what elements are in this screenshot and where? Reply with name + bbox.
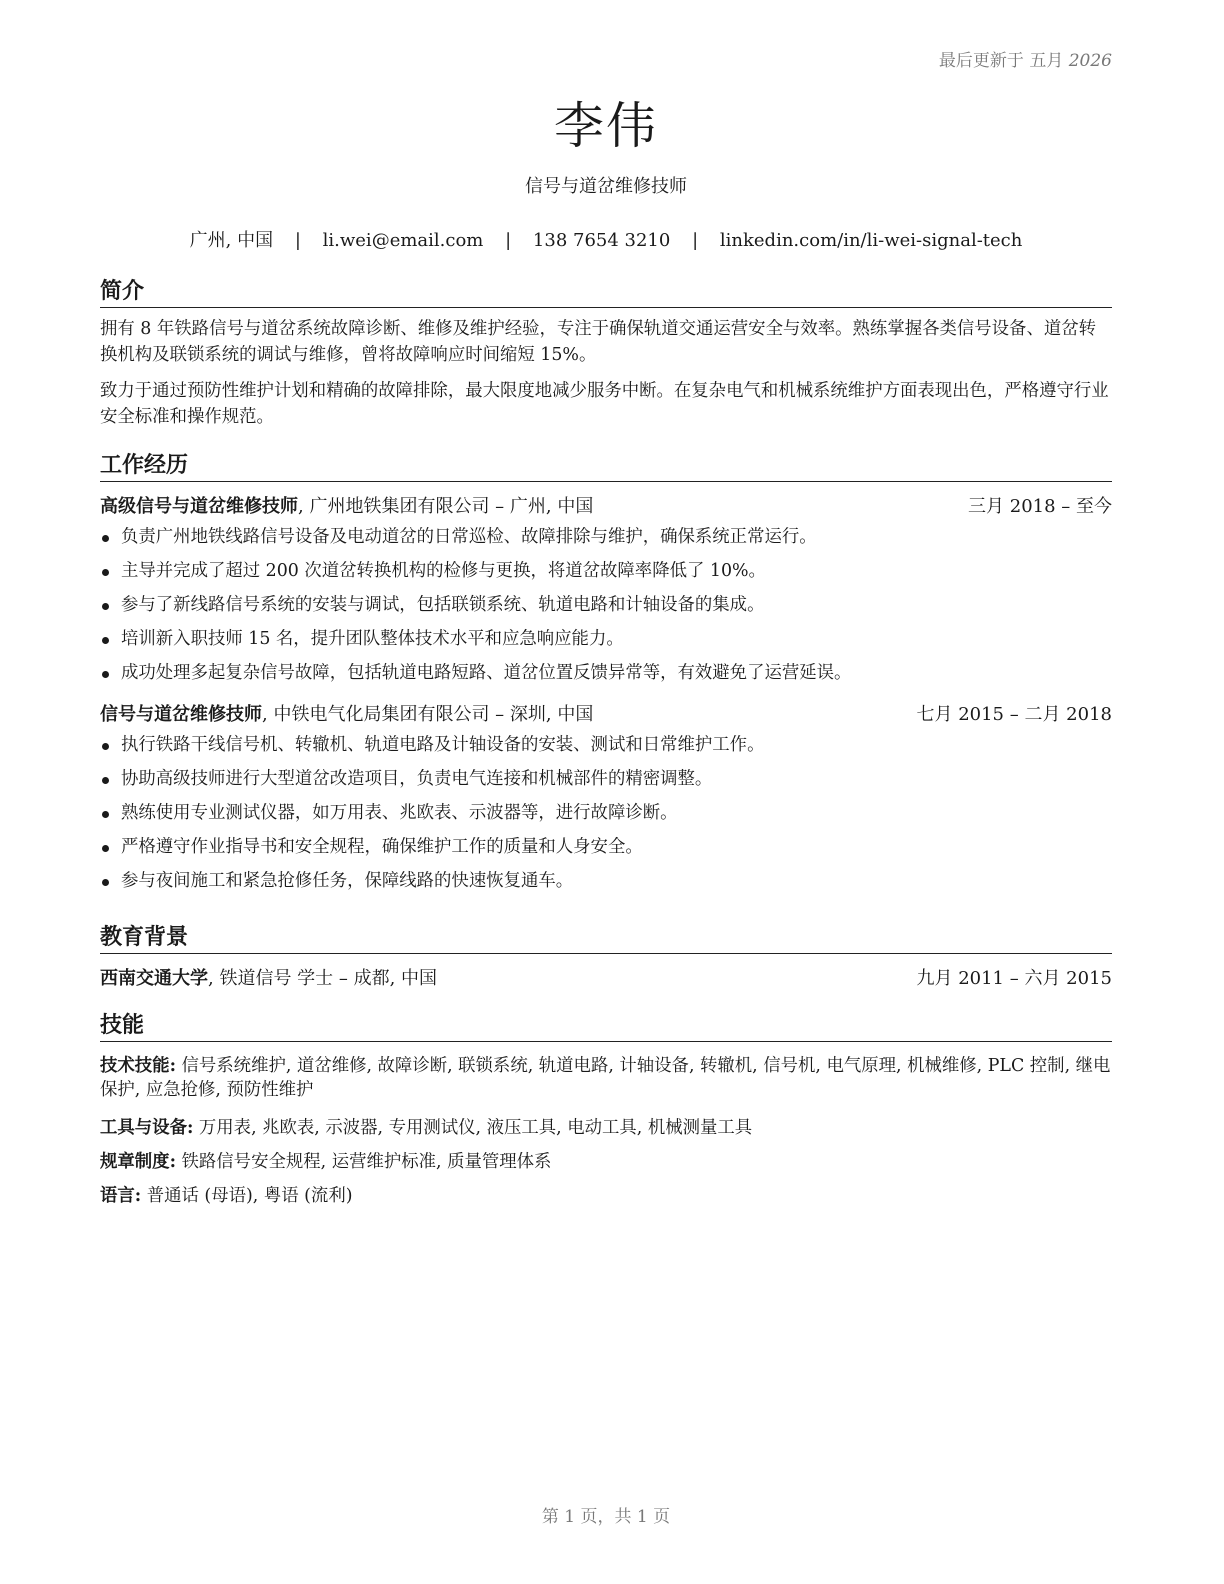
job-dates: 七月 2015 – 二月 2018 (916, 704, 1112, 725)
contact-email[interactable]: li.wei@email.com (322, 230, 484, 251)
section-title-experience: 工作经历 (100, 452, 1112, 482)
job-bullet: 主导并完成了超过 200 次道岔转换机构的检修与更换，将道岔故障率降低了 10%。 (100, 558, 1112, 584)
experience-section (100, 452, 1112, 902)
updated-year: 2026 (1068, 51, 1112, 71)
education-section (100, 924, 1112, 992)
contact-separator: | (505, 230, 512, 251)
skill-value: 普通话 (母语), 粤语 (流利) (141, 1186, 353, 1206)
contact-phone: 138 7654 3210 (532, 230, 671, 251)
skill-label: 语言: (100, 1186, 142, 1206)
contact-separator: | (294, 230, 301, 251)
job-bullet: 执行铁路干线信号机、转辙机、轨道电路及计轴设备的安装、测试和日常维护工作。 (100, 732, 1112, 758)
skill-value: 铁路信号安全规程, 运营维护标准, 质量管理体系 (175, 1152, 552, 1172)
job-org: , 广州地铁集团有限公司 – 广州, 中国 (298, 496, 594, 517)
job-bullet: 参与了新线路信号系统的安装与调试，包括联锁系统、轨道电路和计轴设备的集成。 (100, 592, 1112, 618)
job-bullet: 负责广州地铁线路信号设备及电动道岔的日常巡检、故障排除与维护，确保系统正常运行。 (100, 524, 1112, 550)
degree-detail: , 铁道信号 学士 – 成都, 中国 (208, 968, 438, 989)
job-header (100, 702, 1112, 728)
job-org: , 中铁电气化局集团有限公司 – 深圳, 中国 (262, 704, 594, 725)
education-entry (100, 966, 1112, 992)
skill-line (100, 1054, 1112, 1102)
skill-line (100, 1116, 1112, 1140)
summary-paragraph: 拥有 8 年铁路信号与道岔系统故障诊断、维修及维护经验，专注于确保轨道交通运营安全与效率。熟练掌握各类信号设备、道岔转换机构及联锁系统的调试与维修，曾将故障响应时间缩短 15%。 (100, 319, 1097, 365)
summary-section (100, 278, 1112, 430)
job-bullet: 协助高级技师进行大型道岔改造项目，负责电气连接和机械部件的精密调整。 (100, 766, 1112, 792)
job-bullet: 熟练使用专业测试仪器，如万用表、兆欧表、示波器等，进行故障诊断。 (100, 800, 1112, 826)
job-bullet: 培训新入职技师 15 名，提升团队整体技术水平和应急响应能力。 (100, 626, 1112, 652)
skill-line (100, 1150, 1112, 1174)
job-dates: 三月 2018 – 至今 (968, 496, 1112, 517)
skills-section (100, 1012, 1112, 1208)
section-title-skills: 技能 (100, 1012, 1112, 1042)
job-entry (100, 494, 1112, 686)
section-title-summary: 简介 (100, 278, 1112, 308)
skill-label: 技术技能: (100, 1056, 176, 1076)
school-name: 西南交通大学 (100, 968, 208, 989)
education-dates: 九月 2011 – 六月 2015 (916, 968, 1112, 989)
page-number-footer: 第 1 页，共 1 页 (541, 1507, 671, 1527)
last-updated (939, 46, 1112, 71)
job-bullet: 成功处理多起复杂信号故障，包括轨道电路短路、道岔位置反馈异常等，有效避免了运营延误。 (100, 660, 1112, 686)
skill-value: 信号系统维护, 道岔维修, 故障诊断, 联锁系统, 轨道电路, 计轴设备, 转辙机, 信号机, 电气原理, 机械维修, PLC 控制, 继电保护, 应急抢修, 预防性维护 (100, 1056, 1111, 1100)
summary-paragraph: 致力于通过预防性维护计划和精确的故障排除，最大限度地减少服务中断。在复杂电气和机械系统维护方面表现出色，严格遵守行业安全标准和操作规范。 (100, 381, 1109, 427)
job-bullet: 参与夜间施工和紧急抢修任务，保障线路的快速恢复通车。 (100, 868, 1112, 894)
job-bullets (100, 524, 1112, 686)
job-bullet: 严格遵守作业指导书和安全规程，确保维护工作的质量和人身安全。 (100, 834, 1112, 860)
job-title: 高级信号与道岔维修技师 (100, 496, 298, 517)
contact-separator: | (692, 230, 699, 251)
candidate-name: 李伟 (554, 97, 658, 155)
resume-page (100, 0, 1112, 1584)
skill-label: 工具与设备: (100, 1118, 194, 1138)
skill-value: 万用表, 兆欧表, 示波器, 专用测试仪, 液压工具, 电动工具, 机械测量工具 (193, 1118, 753, 1138)
contact-location: 广州, 中国 (189, 230, 274, 251)
candidate-headline: 信号与道岔维修技师 (525, 176, 687, 197)
job-bullets (100, 732, 1112, 894)
job-entry (100, 702, 1112, 894)
skill-line (100, 1184, 1112, 1208)
skill-label: 规章制度: (100, 1152, 176, 1172)
updated-month: 五月 (1029, 51, 1064, 71)
section-title-education: 教育背景 (100, 924, 1112, 954)
contact-line (100, 226, 1112, 252)
contact-linkedin[interactable]: linkedin.com/in/li-wei-signal-tech (719, 230, 1023, 251)
job-header (100, 494, 1112, 520)
job-title: 信号与道岔维修技师 (100, 704, 262, 725)
updated-prefix: 最后更新于 (938, 51, 1024, 71)
